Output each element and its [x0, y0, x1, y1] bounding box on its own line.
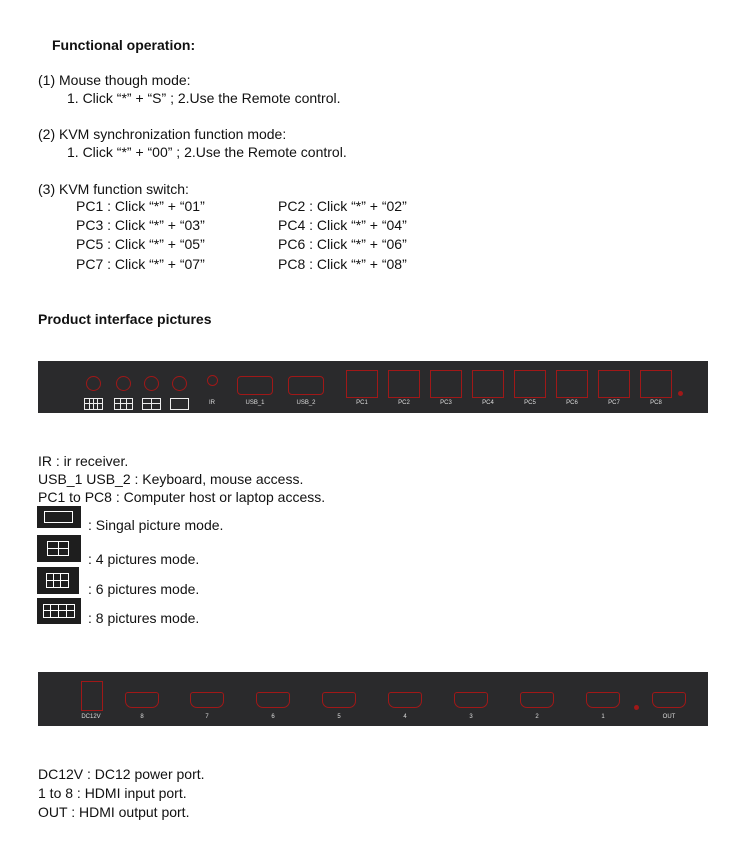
dc12v-label: DC12V [81, 714, 101, 720]
pc5-label: PC5 [524, 400, 536, 406]
indicator-2 [116, 376, 131, 391]
pc4-port [472, 370, 504, 398]
item1-head: (1) Mouse though mode: [38, 72, 191, 88]
desc-out: OUT : HDMI output port. [38, 804, 190, 820]
hdmi-label-1: 1 [601, 714, 605, 720]
mode-six-text: : 6 pictures mode. [88, 581, 200, 597]
pc4-label: PC4 [482, 400, 494, 406]
pc6-port [556, 370, 588, 398]
hdmi-out-label: OUT [662, 714, 676, 720]
hdmi-label-2: 2 [535, 714, 539, 720]
desc-dc12v: DC12V : DC12 power port. [38, 766, 205, 782]
desc-pc: PC1 to PC8 : Computer host or laptop access. [38, 489, 326, 505]
six-mode-button-icon [114, 398, 133, 410]
usb1-port [237, 376, 273, 395]
pc6-label: PC6 [566, 400, 578, 406]
usb2-label: USB_2 [296, 400, 316, 406]
desc-ir: IR : ir receiver. [38, 453, 129, 469]
hdmi-input-7 [190, 692, 224, 708]
switch-pc3: PC3 : Click “*” + “03” [76, 217, 205, 233]
pc7-label: PC7 [608, 400, 620, 406]
four-mode-icon [37, 535, 81, 562]
hdmi-label-3: 3 [469, 714, 473, 720]
dc12v-port [81, 681, 103, 711]
four-mode-button-icon [142, 398, 161, 410]
rear-panel-image [38, 672, 708, 726]
desc-inputs: 1 to 8 : HDMI input port. [38, 785, 187, 801]
pc3-port [430, 370, 462, 398]
pc8-label: PC8 [650, 400, 662, 406]
hdmi-input-5 [322, 692, 356, 708]
switch-pc6: PC6 : Click “*” + “06” [278, 236, 407, 252]
desc-usb: USB_1 USB_2 : Keyboard, mouse access. [38, 471, 304, 487]
indicator-1 [86, 376, 101, 391]
switch-pc2: PC2 : Click “*” + “02” [278, 198, 407, 214]
mode-eight-text: : 8 pictures mode. [88, 610, 200, 626]
hdmi-output [652, 692, 686, 708]
indicator-4 [172, 376, 187, 391]
hdmi-input-4 [388, 692, 422, 708]
indicator-3 [144, 376, 159, 391]
ir-label: IR [209, 400, 215, 406]
eight-mode-button-icon [84, 398, 103, 410]
hdmi-input-1 [586, 692, 620, 708]
pc3-label: PC3 [440, 400, 452, 406]
pc1-port [346, 370, 378, 398]
hdmi-label-7: 7 [205, 714, 209, 720]
item1-body: 1. Click “*” + “S” ; 2.Use the Remote control. [67, 90, 341, 106]
item3-head: (3) KVM function switch: [38, 181, 189, 197]
switch-pc7: PC7 : Click “*” + “07” [76, 256, 205, 272]
switch-pc5: PC5 : Click “*” + “05” [76, 236, 205, 252]
hdmi-input-6 [256, 692, 290, 708]
functional-title: Functional operation: [52, 37, 196, 53]
pc7-port [598, 370, 630, 398]
ir-receiver [207, 375, 218, 386]
item2-body: 1. Click “*” + “00” ; 2.Use the Remote control. [67, 144, 347, 160]
rear-led [634, 705, 639, 710]
switch-pc8: PC8 : Click “*” + “08” [278, 256, 407, 272]
usb1-label: USB_1 [245, 400, 265, 406]
hdmi-input-3 [454, 692, 488, 708]
single-mode-button-icon [170, 398, 189, 410]
front-panel-image [38, 361, 708, 413]
hdmi-input-2 [520, 692, 554, 708]
hdmi-label-4: 4 [403, 714, 407, 720]
pc1-label: PC1 [356, 400, 368, 406]
usb2-port [288, 376, 324, 395]
power-led [678, 391, 683, 396]
hdmi-input-8 [125, 692, 159, 708]
six-mode-icon [37, 567, 79, 594]
pc2-port [388, 370, 420, 398]
hdmi-label-5: 5 [337, 714, 341, 720]
switch-pc1: PC1 : Click “*” + “01” [76, 198, 205, 214]
single-mode-icon [37, 506, 81, 528]
hdmi-label-6: 6 [271, 714, 275, 720]
pc8-port [640, 370, 672, 398]
switch-pc4: PC4 : Click “*” + “04” [278, 217, 407, 233]
mode-four-text: : 4 pictures mode. [88, 551, 200, 567]
hdmi-label-8: 8 [140, 714, 144, 720]
eight-mode-icon [37, 598, 81, 624]
pc2-label: PC2 [398, 400, 410, 406]
item2-head: (2) KVM synchronization function mode: [38, 126, 287, 142]
mode-single-text: : Singal picture mode. [88, 517, 224, 533]
product-title: Product interface pictures [38, 311, 212, 327]
pc5-port [514, 370, 546, 398]
